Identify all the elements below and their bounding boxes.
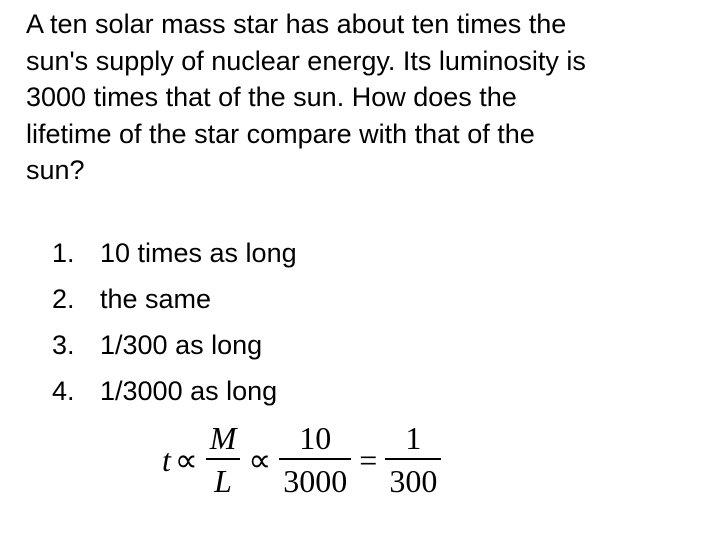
option-1 xyxy=(52,230,297,276)
option-number: 4. xyxy=(52,376,75,406)
question-line: A ten solar mass star has about ten times the xyxy=(26,9,567,39)
formula-lhs: t xyxy=(162,441,171,478)
option-number: 1. xyxy=(52,238,75,268)
question-line: sun's supply of nuclear energy. Its luminosity is xyxy=(26,45,586,76)
proportional-symbol: ∝ xyxy=(174,441,198,478)
proportional-symbol: ∝ xyxy=(248,441,272,478)
fraction-denominator: 300 xyxy=(389,463,438,499)
option-number: 2. xyxy=(52,284,75,314)
fraction-numerator: 1 xyxy=(405,420,422,456)
option-4 xyxy=(52,368,297,414)
option-2 xyxy=(52,276,297,322)
question-line: sun? xyxy=(26,155,85,185)
lifetime-formula xyxy=(160,422,447,497)
option-text: 10 times as long xyxy=(100,238,297,268)
option-3 xyxy=(52,322,297,368)
option-text: 1/3000 as long xyxy=(100,376,278,406)
question-text xyxy=(26,6,706,189)
fraction-numerator: 10 xyxy=(299,420,332,456)
question-line: 3000 times that of the sun. How does the xyxy=(26,82,517,112)
ratio-fraction xyxy=(279,422,351,497)
mass-over-luminosity-fraction xyxy=(206,422,241,497)
option-text: 1/300 as long xyxy=(100,330,263,360)
fraction-denominator: L xyxy=(214,463,232,499)
option-number: 3. xyxy=(52,330,75,360)
equals-symbol: = xyxy=(359,441,378,478)
fraction-numerator: M xyxy=(209,420,237,456)
answer-options xyxy=(52,230,297,414)
option-text: the same xyxy=(100,284,212,314)
fraction-denominator: 3000 xyxy=(283,463,348,499)
question-line: lifetime of the star compare with that of the xyxy=(26,118,535,149)
result-fraction xyxy=(385,422,441,497)
